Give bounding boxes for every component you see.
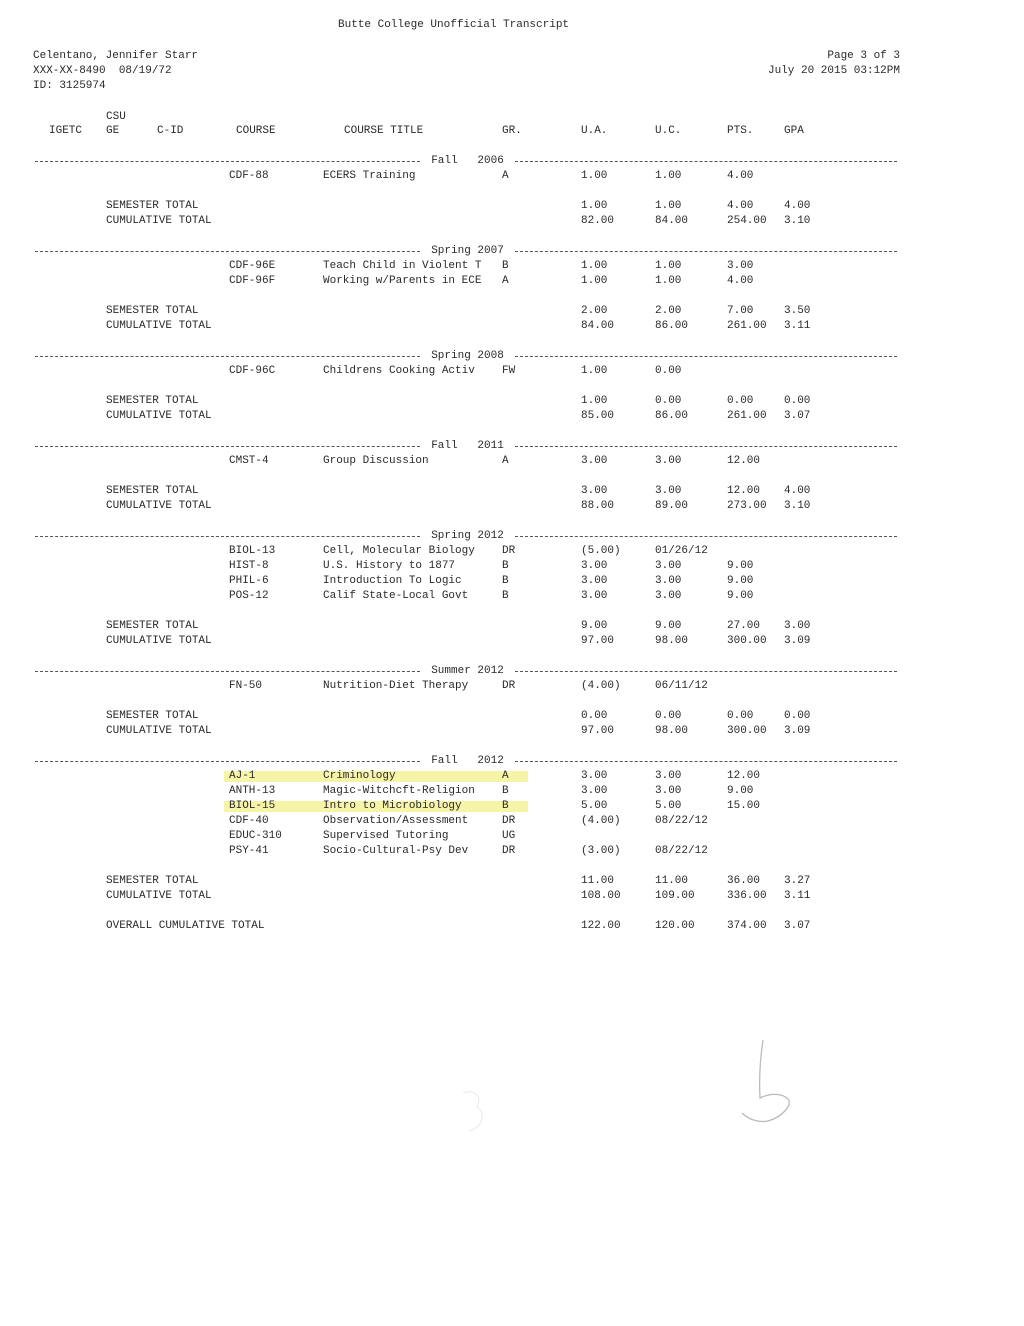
units-completed: 1.00 xyxy=(655,260,682,272)
cumulative-units-completed: 109.00 xyxy=(655,890,695,902)
header-ge: GE xyxy=(106,125,120,137)
semester-total-label: SEMESTER TOTAL xyxy=(106,620,199,632)
cumulative-units-completed: 86.00 xyxy=(655,410,689,422)
faint-pencil-mark xyxy=(455,1085,495,1140)
semester-points: 7.00 xyxy=(727,305,754,317)
dashed-rule xyxy=(515,761,897,762)
course-grade: B xyxy=(502,590,509,602)
term-name: Fall 2012 xyxy=(431,755,504,767)
units-completed: 3.00 xyxy=(655,785,682,797)
overall-total-label: OVERALL CUMULATIVE TOTAL xyxy=(106,920,265,932)
semester-units-completed: 0.00 xyxy=(655,710,682,722)
cumulative-units-attempted: 85.00 xyxy=(581,410,615,422)
semester-total-label: SEMESTER TOTAL xyxy=(106,485,199,497)
cumulative-units-completed: 86.00 xyxy=(655,320,689,332)
term-separator xyxy=(35,665,897,678)
cumulative-units-completed: 98.00 xyxy=(655,725,689,737)
course-title: Calif State-Local Govt xyxy=(323,590,469,602)
semester-units-attempted: 2.00 xyxy=(581,305,608,317)
dashed-rule xyxy=(515,251,897,252)
course-grade: B xyxy=(502,560,509,572)
units-completed: 08/22/12 xyxy=(655,845,708,857)
cumulative-units-completed: 84.00 xyxy=(655,215,689,227)
grade-points: 9.00 xyxy=(727,575,754,587)
header-grade: GR. xyxy=(502,125,522,137)
units-completed: 06/11/12 xyxy=(655,680,708,692)
dashed-rule xyxy=(35,251,420,252)
semester-units-completed: 2.00 xyxy=(655,305,682,317)
semester-units-attempted: 0.00 xyxy=(581,710,608,722)
term-separator xyxy=(35,155,897,168)
semester-gpa: 3.00 xyxy=(784,620,811,632)
grade-points: 12.00 xyxy=(727,770,761,782)
semester-units-attempted: 9.00 xyxy=(581,620,608,632)
course-title: Intro to Microbiology xyxy=(323,800,462,812)
dashed-rule xyxy=(515,356,897,357)
grade-points: 9.00 xyxy=(727,560,754,572)
units-attempted: (3.00) xyxy=(581,845,621,857)
course-title: Socio-Cultural-Psy Dev xyxy=(323,845,469,857)
cumulative-total-label: CUMULATIVE TOTAL xyxy=(106,410,212,422)
semester-units-attempted: 3.00 xyxy=(581,485,608,497)
student-name: Celentano, Jennifer Starr xyxy=(33,50,199,62)
semester-points: 0.00 xyxy=(727,395,754,407)
semester-points: 36.00 xyxy=(727,875,761,887)
cumulative-units-attempted: 97.00 xyxy=(581,725,615,737)
course-title: ECERS Training xyxy=(323,170,416,182)
units-attempted: 1.00 xyxy=(581,170,608,182)
semester-units-attempted: 11.00 xyxy=(581,875,615,887)
course-title: Cell, Molecular Biology xyxy=(323,545,475,557)
semester-gpa: 4.00 xyxy=(784,200,811,212)
units-completed: 08/22/12 xyxy=(655,815,708,827)
units-attempted: 1.00 xyxy=(581,260,608,272)
grade-points: 15.00 xyxy=(727,800,761,812)
units-attempted: 1.00 xyxy=(581,275,608,287)
course-title: Magic-Witchcft-Religion xyxy=(323,785,475,797)
dashed-rule xyxy=(515,161,897,162)
cumulative-total-label: CUMULATIVE TOTAL xyxy=(106,635,212,647)
cumulative-points: 254.00 xyxy=(727,215,767,227)
cumulative-total-label: CUMULATIVE TOTAL xyxy=(106,500,212,512)
cumulative-total-label: CUMULATIVE TOTAL xyxy=(106,215,212,227)
course-code: BIOL-13 xyxy=(229,545,276,557)
cumulative-gpa: 3.09 xyxy=(784,635,811,647)
cumulative-gpa: 3.07 xyxy=(784,410,811,422)
course-code: POS-12 xyxy=(229,590,269,602)
grade-points: 9.00 xyxy=(727,785,754,797)
course-title: Criminology xyxy=(323,770,396,782)
units-attempted: 3.00 xyxy=(581,785,608,797)
course-code: FN-50 xyxy=(229,680,263,692)
course-title: Introduction To Logic xyxy=(323,575,462,587)
print-date: July 20 2015 03:12PM xyxy=(767,65,900,77)
grade-points: 4.00 xyxy=(727,170,754,182)
course-code: HIST-8 xyxy=(229,560,269,572)
units-completed: 0.00 xyxy=(655,365,682,377)
header-course-title: COURSE TITLE xyxy=(344,125,424,137)
header-units-completed: U.C. xyxy=(655,125,682,137)
dashed-rule xyxy=(35,761,420,762)
units-completed: 3.00 xyxy=(655,455,682,467)
term-separator xyxy=(35,440,897,453)
cumulative-total-label: CUMULATIVE TOTAL xyxy=(106,890,212,902)
course-code: AJ-1 xyxy=(229,770,256,782)
semester-points: 4.00 xyxy=(727,200,754,212)
document-title: Butte College Unofficial Transcript xyxy=(338,19,570,31)
student-id: ID: 3125974 xyxy=(33,80,106,92)
course-title: Supervised Tutoring xyxy=(323,830,449,842)
cumulative-points: 300.00 xyxy=(727,635,767,647)
course-grade: FW xyxy=(502,365,516,377)
overall-units-attempted: 122.00 xyxy=(581,920,621,932)
semester-units-attempted: 1.00 xyxy=(581,200,608,212)
units-attempted: 3.00 xyxy=(581,455,608,467)
course-grade: B xyxy=(502,260,509,272)
cumulative-units-attempted: 84.00 xyxy=(581,320,615,332)
course-grade: A xyxy=(502,770,509,782)
units-attempted: 3.00 xyxy=(581,560,608,572)
course-code: CDF-96F xyxy=(229,275,276,287)
course-grade: DR xyxy=(502,545,516,557)
dashed-rule xyxy=(35,536,420,537)
cumulative-points: 261.00 xyxy=(727,320,767,332)
semester-units-completed: 1.00 xyxy=(655,200,682,212)
grade-points: 9.00 xyxy=(727,590,754,602)
semester-gpa: 4.00 xyxy=(784,485,811,497)
course-grade: DR xyxy=(502,815,516,827)
semester-units-completed: 0.00 xyxy=(655,395,682,407)
header-igetc: IGETC xyxy=(49,125,83,137)
course-code: PSY-41 xyxy=(229,845,269,857)
cumulative-gpa: 3.09 xyxy=(784,725,811,737)
course-code: CDF-40 xyxy=(229,815,269,827)
course-code: EDUC-310 xyxy=(229,830,282,842)
term-name: Spring 2012 xyxy=(431,530,504,542)
course-title: Childrens Cooking Activ xyxy=(323,365,475,377)
units-attempted: (4.00) xyxy=(581,680,621,692)
dashed-rule xyxy=(35,356,420,357)
header-units-attempted: U.A. xyxy=(581,125,608,137)
cumulative-total-label: CUMULATIVE TOTAL xyxy=(106,320,212,332)
cumulative-units-attempted: 97.00 xyxy=(581,635,615,647)
course-code: PHIL-6 xyxy=(229,575,269,587)
term-name: Spring 2008 xyxy=(431,350,504,362)
course-code: CDF-96C xyxy=(229,365,276,377)
cumulative-units-attempted: 82.00 xyxy=(581,215,615,227)
course-title: Nutrition-Diet Therapy xyxy=(323,680,469,692)
course-code: CMST-4 xyxy=(229,455,269,467)
term-name: Summer 2012 xyxy=(431,665,504,677)
page-number: Page 3 of 3 xyxy=(827,50,900,62)
units-completed: 01/26/12 xyxy=(655,545,708,557)
course-code: CDF-88 xyxy=(229,170,269,182)
header-points: PTS. xyxy=(727,125,754,137)
course-title: U.S. History to 1877 xyxy=(323,560,456,572)
units-completed: 3.00 xyxy=(655,575,682,587)
course-grade: B xyxy=(502,785,509,797)
course-grade: A xyxy=(502,455,509,467)
cumulative-units-attempted: 88.00 xyxy=(581,500,615,512)
header-cid: C-ID xyxy=(157,125,184,137)
units-completed: 3.00 xyxy=(655,770,682,782)
dashed-rule xyxy=(35,446,420,447)
dashed-rule xyxy=(35,671,420,672)
overall-gpa: 3.07 xyxy=(784,920,811,932)
semester-total-label: SEMESTER TOTAL xyxy=(106,875,199,887)
dashed-rule xyxy=(515,671,897,672)
term-separator xyxy=(35,530,897,543)
course-grade: A xyxy=(502,275,509,287)
course-grade: A xyxy=(502,170,509,182)
dashed-rule xyxy=(515,446,897,447)
course-grade: B xyxy=(502,575,509,587)
units-attempted: 3.00 xyxy=(581,575,608,587)
cumulative-units-completed: 89.00 xyxy=(655,500,689,512)
course-code: BIOL-15 xyxy=(229,800,276,812)
term-separator xyxy=(35,350,897,363)
grade-points: 3.00 xyxy=(727,260,754,272)
cumulative-points: 273.00 xyxy=(727,500,767,512)
overall-units-completed: 120.00 xyxy=(655,920,695,932)
grade-points: 12.00 xyxy=(727,455,761,467)
course-title: Observation/Assessment xyxy=(323,815,469,827)
semester-points: 12.00 xyxy=(727,485,761,497)
cumulative-gpa: 3.10 xyxy=(784,500,811,512)
semester-gpa: 0.00 xyxy=(784,395,811,407)
semester-units-attempted: 1.00 xyxy=(581,395,608,407)
units-completed: 1.00 xyxy=(655,275,682,287)
cumulative-total-label: CUMULATIVE TOTAL xyxy=(106,725,212,737)
grade-points: 4.00 xyxy=(727,275,754,287)
dashed-rule xyxy=(35,161,420,162)
units-attempted: (5.00) xyxy=(581,545,621,557)
semester-total-label: SEMESTER TOTAL xyxy=(106,200,199,212)
semester-gpa: 0.00 xyxy=(784,710,811,722)
term-name: Fall 2006 xyxy=(431,155,504,167)
cumulative-gpa: 3.11 xyxy=(784,320,811,332)
semester-total-label: SEMESTER TOTAL xyxy=(106,305,199,317)
course-grade: DR xyxy=(502,845,516,857)
units-attempted: 5.00 xyxy=(581,800,608,812)
units-completed: 5.00 xyxy=(655,800,682,812)
units-attempted: 3.00 xyxy=(581,590,608,602)
cumulative-gpa: 3.10 xyxy=(784,215,811,227)
units-completed: 3.00 xyxy=(655,560,682,572)
semester-points: 27.00 xyxy=(727,620,761,632)
overall-points: 374.00 xyxy=(727,920,767,932)
cumulative-units-attempted: 108.00 xyxy=(581,890,621,902)
cumulative-points: 300.00 xyxy=(727,725,767,737)
course-title: Group Discussion xyxy=(323,455,429,467)
semester-total-label: SEMESTER TOTAL xyxy=(106,395,199,407)
semester-units-completed: 11.00 xyxy=(655,875,689,887)
course-title: Working w/Parents in ECE xyxy=(323,275,482,287)
header-gpa: GPA xyxy=(784,125,804,137)
course-grade: B xyxy=(502,800,509,812)
term-name: Fall 2011 xyxy=(431,440,504,452)
cumulative-units-completed: 98.00 xyxy=(655,635,689,647)
course-code: CDF-96E xyxy=(229,260,276,272)
course-grade: DR xyxy=(502,680,516,692)
student-ssn-dob: XXX-XX-8490 08/19/72 xyxy=(33,65,172,77)
units-attempted: 1.00 xyxy=(581,365,608,377)
semester-units-completed: 9.00 xyxy=(655,620,682,632)
semester-units-completed: 3.00 xyxy=(655,485,682,497)
term-name: Spring 2007 xyxy=(431,245,504,257)
units-attempted: 3.00 xyxy=(581,770,608,782)
term-separator xyxy=(35,245,897,258)
semester-gpa: 3.27 xyxy=(784,875,811,887)
units-attempted: (4.00) xyxy=(581,815,621,827)
handwritten-page-mark xyxy=(730,1035,800,1130)
cumulative-points: 336.00 xyxy=(727,890,767,902)
semester-total-label: SEMESTER TOTAL xyxy=(106,710,199,722)
course-title: Teach Child in Violent T xyxy=(323,260,482,272)
dashed-rule xyxy=(515,536,897,537)
cumulative-points: 261.00 xyxy=(727,410,767,422)
units-completed: 1.00 xyxy=(655,170,682,182)
header-course: COURSE xyxy=(236,125,276,137)
term-separator xyxy=(35,755,897,768)
course-grade: UG xyxy=(502,830,516,842)
semester-gpa: 3.50 xyxy=(784,305,811,317)
course-code: ANTH-13 xyxy=(229,785,276,797)
header-csu: CSU xyxy=(106,111,126,123)
units-completed: 3.00 xyxy=(655,590,682,602)
semester-points: 0.00 xyxy=(727,710,754,722)
cumulative-gpa: 3.11 xyxy=(784,890,811,902)
